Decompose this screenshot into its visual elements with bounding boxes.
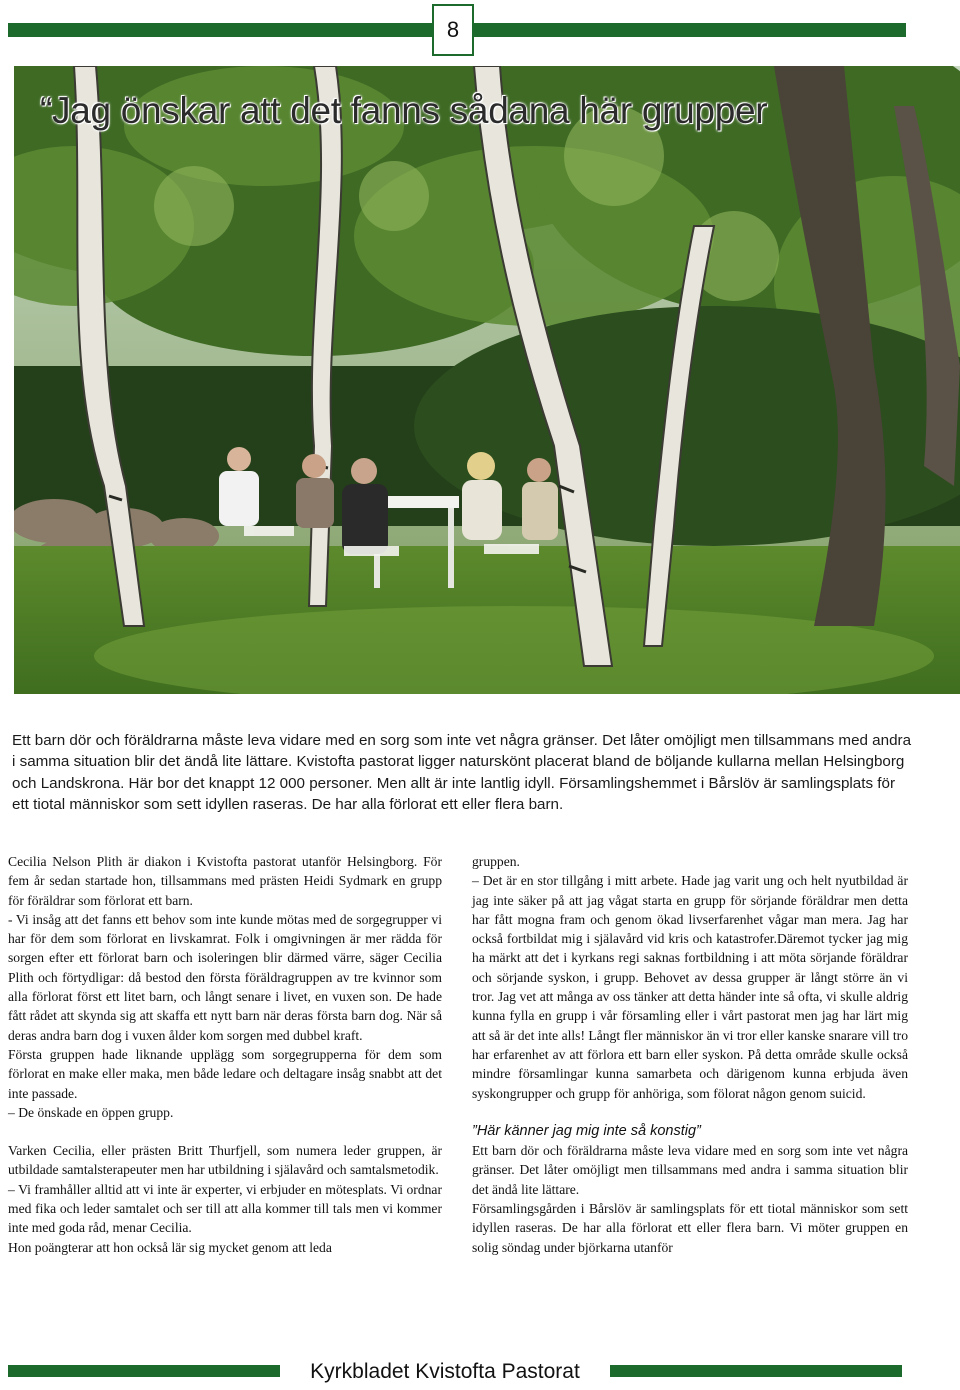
page-number: 8	[432, 4, 474, 56]
footer-title: Kyrkbladet Kvistofta Pastorat	[310, 1360, 580, 1383]
subheading: ”Här känner jag mig inte så konstig”	[472, 1122, 701, 1139]
column-left	[8, 852, 442, 1257]
paragraph: gruppen.	[472, 854, 520, 869]
paragraph: Första gruppen hade liknande upplägg som sorgegrupperna för dem som förlorat en make eller maka, men både ledare och deltagare insåg snabbt att det inte passade.	[8, 1046, 442, 1101]
intro-paragraph: Ett barn dör och föräldrarna måste leva vidare med en sorg som inte vet några gränser. Det låter omöjligt men tillsammans med andra i samma situation blir det ändå lite lättare. Kvistofta pastorat ligger naturskönt placerat bland de böljande kullarna mellan Helsingborg och Landskrona. Här bor det knappt 12 000 personer. Men allt är inte lantlig idyll. Församlingshemmet i Bårslöv är samlingsplats för ett tiotal människor som sett idyllen raseras. De har alla förlorat ett eller flera barn.	[12, 732, 912, 814]
footer-bar-left	[8, 1365, 280, 1377]
paragraph: – Vi framhåller alltid att vi inte är experter, vi erbjuder en mötesplats. Vi ordnar med fika och leder samtalet och ser till att alla kommer till tals men vi kommer inte med goda råd, menar Cecilia.	[8, 1181, 442, 1236]
paragraph: – Det är en stor tillgång i mitt arbete. Hade jag varit ung och helt nyutbildad är jag inte säker på att jag vågat starta en grupp för sörjande föräldrar men detta har fått mogna fram och genom ökad livserfarenhet vågar man mera. Jag har också fortbildat mig i själavård vid kris och katastrofer.Däremot tycker jag mig ha märkt att det i kyrkans regi saknas fortbildning i att möta sörjande föräldrar och sörjande syskon, i grupp. Behovet av dessa grupper är långt större än vi tror. Jag vet att många av oss tänker att detta händer inte så ofta, vi skulle aldrig kunna fylla en grupp i vår församling eller i vårt pastorat men jag har lärt mig att så är det inte alls! Långt fler människor än vi tror eller kanske snarare vill tro har erfarenhet av att förlora ett barn eller syskon. På detta område skulle också mindre församlingar kunna samarbeta och därigenom kunna erbjuda även syskongrupper och grupp för anhöriga, som fölorat någon genom suicid.	[472, 873, 908, 1101]
paragraph: Hon poängterar att hon också lär sig mycket genom att leda	[8, 1239, 332, 1255]
column-right	[472, 852, 908, 1257]
paragraph: - Vi insåg att det fanns ett behov som inte kunde mötas med de sorgegrupper vi har för dem som förlorat en livskamrat. Folk i omgivningen är mer rädda för sorgen efter ett förlorat barn och isoleringen blir därmed värre, säger Cecilia Plith och förtydligar: då bestod den första föräldragruppen av tre kvinnor som alla förlorat först ett litet barn, och långt senare i livet, en vuxen son. De hade fått rådet att skynda sig att skaffa ett nytt barn när deras första barn dog. När så deras andra barn dog i vuxen ålder kom sorgen med dubbel kraft.	[8, 911, 442, 1043]
paragraph: Varken Cecilia, eller prästen Britt Thurfjell, som numera leder gruppen, är utbildade samtalsterapeuter men har utbildning i själavård och samtalsmetodik.	[8, 1143, 442, 1178]
garden-group-photo	[14, 66, 960, 694]
footer-bar-right	[610, 1365, 902, 1377]
paragraph: Ett barn dör och föräldrarna måste leva vidare med en sorg som inte vet några gränser. Det låter omöjligt men tillsammans med andra i samma situation blir det ändå lite lättare.	[472, 1143, 908, 1197]
paragraph: Cecilia Nelson Plith är diakon i Kvistofta pastorat utanför Helsingborg. För fem år sedan startade hon, tillsammans med prästen Heidi Sydmark en grupp för föräldrar som förlorat ett barn.	[8, 854, 442, 908]
headline: “Jag önskar att det fanns sådana här grupper	[40, 90, 768, 131]
paragraph: – De önskade en öppen grupp.	[8, 1104, 174, 1120]
paragraph: Församlingsgården i Bårslöv är samlingsplats för ett tiotal människor som sett idyllen raseras. De har alla förlorat ett eller flera barn. Vi möter gruppen en solig söndag under björkarna utanför	[472, 1201, 908, 1255]
